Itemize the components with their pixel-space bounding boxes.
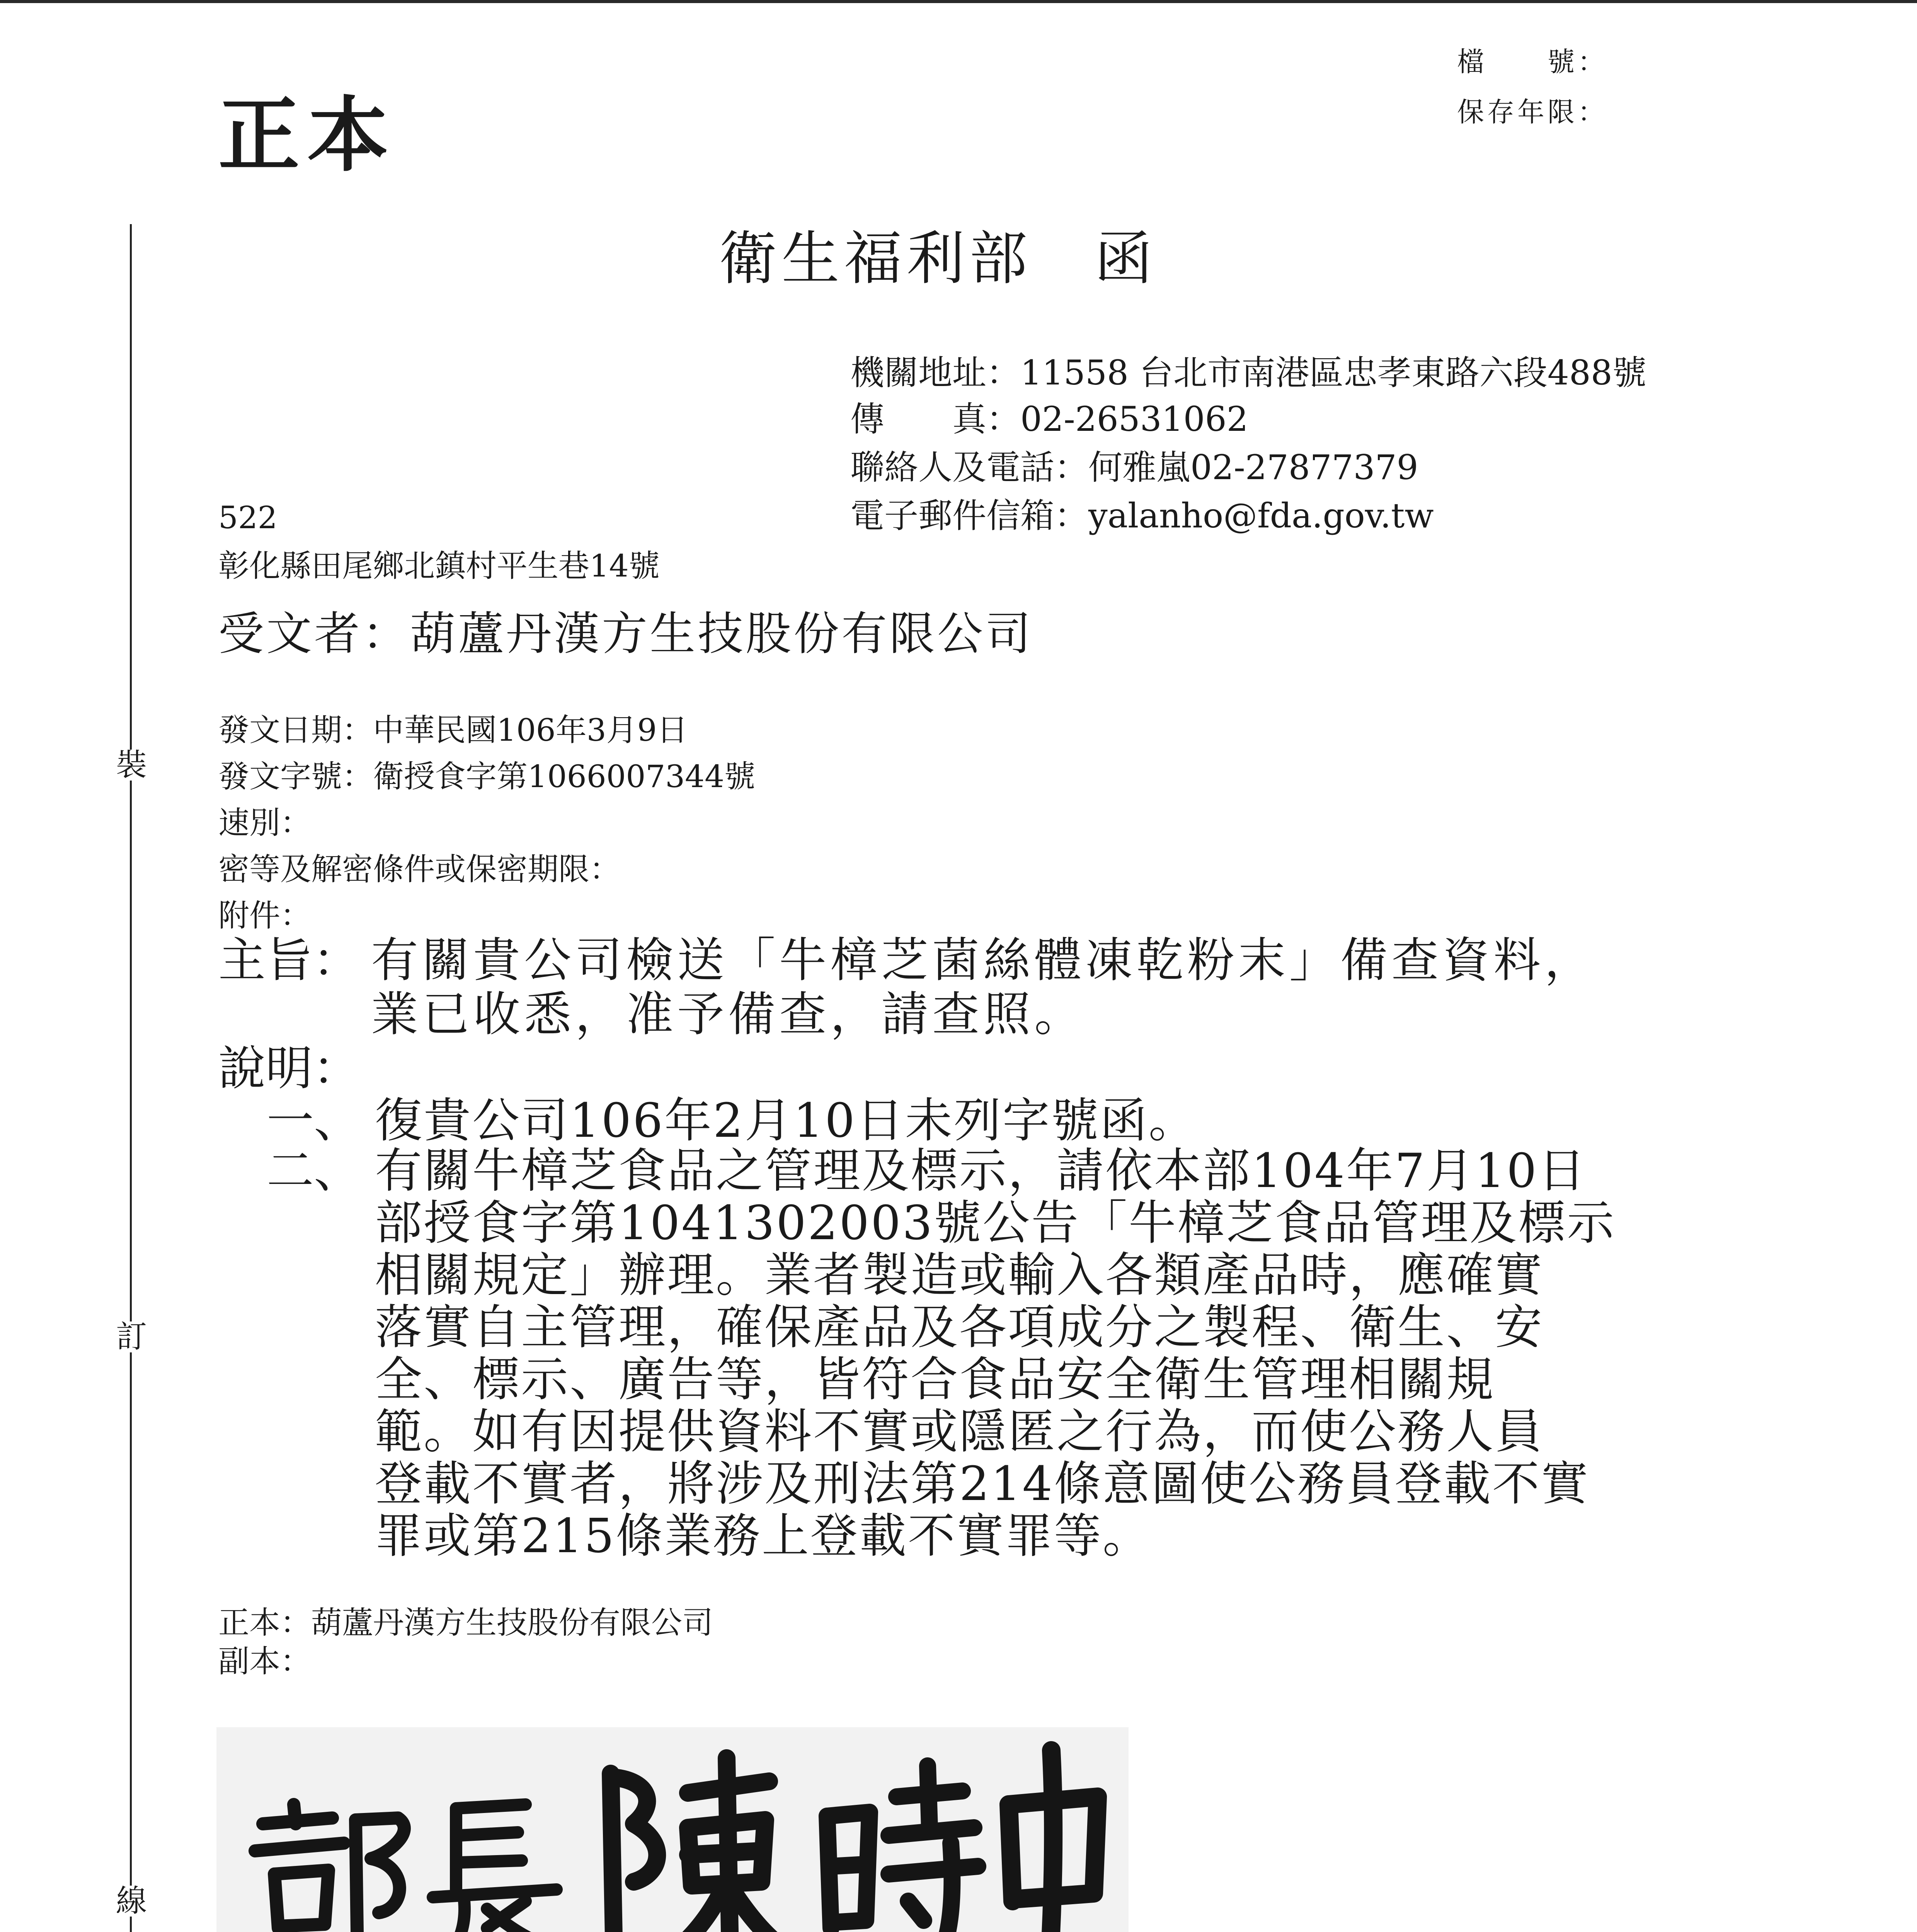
explanation-item-line: 落實自主管理，確保產品及各項成分之製程、衛生、安 — [375, 1300, 1544, 1355]
explanation-item-line: 全、標示、廣告等，皆符合食品安全衛生管理相關規 — [375, 1352, 1495, 1407]
agency-email: 電子郵件信箱：yalanho@fda.gov.tw — [850, 496, 1434, 536]
issue-date: 發文日期：中華民國106年3月9日 — [218, 712, 688, 748]
agency-contact: 聯絡人及電話：何雅嵐02-27877379 — [850, 447, 1418, 487]
original-copy-recipient: 正本：葫蘆丹漢方生技股份有限公司 — [218, 1605, 713, 1641]
explanation-item-line: 部授食字第1041302003號公告「牛樟芝食品管理及標示 — [375, 1196, 1616, 1250]
binding-mark-ding: 訂 — [116, 1319, 147, 1355]
explanation-item-line: 罪或第215條業務上登載不實罪等。 — [375, 1509, 1151, 1563]
explanation-item-line: 登載不實者，將涉及刑法第214條意圖使公務員登載不實 — [375, 1456, 1590, 1511]
explanation-item-number: 一、 — [267, 1093, 361, 1148]
attachment: 附件： — [218, 898, 311, 934]
retention-period-label: 保存年限： — [1457, 96, 1608, 128]
explanation-item-number: 二、 — [267, 1143, 361, 1198]
explanation-item-line: 相關規定」辦理。業者製造或輸入各類產品時，應確實 — [375, 1248, 1544, 1303]
letter-title: 衛生福利部 函 — [719, 225, 1158, 293]
document-number: 發文字號：衛授食字第1066007344號 — [218, 759, 755, 794]
duplicate-copy-recipient: 副本： — [218, 1643, 311, 1679]
copy-stamp: 正本 — [218, 87, 397, 183]
agency-fax: 傳 真：02-26531062 — [850, 399, 1248, 439]
binding-rule — [130, 224, 132, 1932]
recipient-street-address: 彰化縣田尾鄉北鎮村平生巷14號 — [218, 548, 660, 584]
secrecy-level: 密等及解密條件或保密期限： — [218, 851, 620, 887]
explanation-item-line: 復貴公司106年2月10日未列字號函。 — [375, 1093, 1197, 1148]
subject-line: 有關貴公司檢送「牛樟芝菌絲體凍乾粉末」備查資料， — [371, 933, 1595, 988]
agency-address: 機關地址：11558 台北市南港區忠孝東路六段488號 — [850, 353, 1646, 393]
explanation-label: 說明： — [218, 1041, 360, 1096]
explanation-item-line: 範。如有因提供資料不實或隱匿之行為，而使公務人員 — [375, 1404, 1544, 1459]
binding-mark-xian: 線 — [116, 1883, 147, 1919]
minister-signature — [216, 1727, 1129, 1932]
delivery-speed: 速別： — [218, 805, 311, 841]
explanation-item-line: 有關牛樟芝食品之管理及標示，請依本部104年7月10日 — [375, 1143, 1587, 1198]
postal-code: 522 — [218, 500, 278, 536]
file-number-label: 檔 號： — [1457, 46, 1608, 78]
subject-label: 主旨： — [218, 933, 360, 988]
signature-calligraphy — [216, 1727, 1129, 1932]
recipient: 受文者：葫蘆丹漢方生技股份有限公司 — [218, 607, 1033, 660]
binding-mark-zhuang: 裝 — [116, 747, 147, 783]
subject-line: 業已收悉，准予備查，請查照。 — [371, 987, 1085, 1042]
scan-top-edge — [0, 0, 1917, 3]
